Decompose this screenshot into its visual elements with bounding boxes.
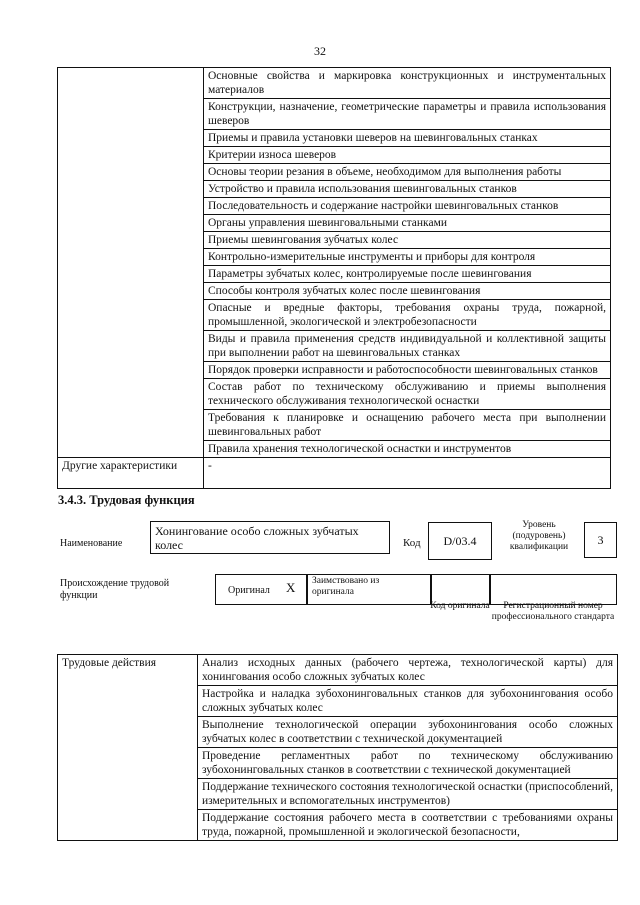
knowledge-item: Конструкции, назначение, геометрические параметры и правила использования шеверов: [204, 99, 611, 130]
knowledge-item: Способы контроля зубчатых колес после шевингования: [204, 283, 611, 300]
knowledge-item: Последовательность и содержание настройки шевинговальных станков: [204, 198, 611, 215]
original-cell: [215, 574, 308, 605]
knowledge-item: Устройство и правила использования шевинговальных станков: [204, 181, 611, 198]
knowledge-item: Параметры зубчатых колес, контролируемые после шевингования: [204, 266, 611, 283]
code-label: Код: [403, 537, 421, 549]
knowledge-item: Приемы шевингования зубчатых колес: [204, 232, 611, 249]
knowledge-item: Критерии износа шеверов: [204, 147, 611, 164]
knowledge-item: Контрольно-измерительные инструменты и приборы для контроля: [204, 249, 611, 266]
other-value: -: [204, 458, 611, 489]
labor-actions-table: [57, 654, 618, 841]
knowledge-item: Основы теории резания в объеме, необходимом для выполнения работы: [204, 164, 611, 181]
code-original-label: Код оригинала: [430, 601, 490, 611]
original-label: Оригинал: [228, 585, 270, 596]
borrowed-cell: [306, 574, 432, 605]
knowledge-item: Опасные и вредные факторы, требования охраны труда, пожарной, промышленной, экологической и электробезопасности: [204, 300, 611, 331]
knowledge-table: [57, 67, 611, 489]
labor-action-item: Настройка и наладка зубохонинговальных станков для зубохонингования особо сложных зубчатых колес: [198, 686, 618, 717]
knowledge-item: Приемы и правила установки шеверов на шевинговальных станках: [204, 130, 611, 147]
code-box: [428, 522, 492, 560]
function-name-box: [150, 521, 390, 554]
level-label: Уровень (подуровень) квалификации: [509, 520, 569, 552]
knowledge-label-cell: [58, 68, 204, 458]
table-row: [58, 68, 611, 99]
function-name-value: Хонингование особо сложных зубчатых колес: [155, 524, 359, 552]
knowledge-item: Органы управления шевинговальными станками: [204, 215, 611, 232]
labor-actions-label: Трудовые действия: [58, 655, 198, 841]
knowledge-item: Основные свойства и маркировка конструкционных и инструментальных материалов: [204, 68, 611, 99]
origin-label: Происхождение трудовой функции: [60, 578, 170, 601]
code-value: D/03.4: [443, 534, 477, 548]
name-label: Наименование: [60, 538, 123, 549]
labor-action-item: Поддержание состояния рабочего места в соответствии с требованиями охраны труда, пожарной, промышленной и экологической безопасности,: [198, 810, 618, 841]
table-row: [58, 458, 611, 489]
labor-action-item: Анализ исходных данных (рабочего чертежа, технологической карты) для хонингования особо сложных зубчатых колес: [198, 655, 618, 686]
section-title: 3.4.3. Трудовая функция: [58, 493, 195, 507]
labor-action-item: Выполнение технологической операции зубохонингования особо сложных зубчатых колес в соответствии с технической документацией: [198, 717, 618, 748]
level-value: 3: [597, 533, 604, 547]
other-label: Другие характеристики: [58, 458, 204, 489]
original-mark: X: [286, 580, 296, 595]
knowledge-item: Правила хранения технологической оснастки и инструментов: [204, 441, 611, 458]
labor-action-item: Поддержание технического состояния технологической оснастки (приспособлений, измерительных и вспомогательных инструментов): [198, 779, 618, 810]
labor-action-item: Проведение регламентных работ по техническому обслуживанию зубохонинговальных станков в соответствии с технической документацией: [198, 748, 618, 779]
level-box: [584, 522, 617, 558]
page-number: 32: [314, 44, 326, 58]
reg-number-label: Регистрационный номер профессионального стандарта: [491, 601, 615, 622]
knowledge-item: Требования к планировке и оснащению рабочего места при выполнении шевинговальных работ: [204, 410, 611, 441]
knowledge-item: Виды и правила применения средств индивидуальной и коллективной защиты при выполнении работ на шевинговальных станках: [204, 331, 611, 362]
knowledge-item: Порядок проверки исправности и работоспособности шевинговальных станков: [204, 362, 611, 379]
borrowed-label: Заимствовано из оригинала: [312, 576, 380, 597]
table-row: [58, 655, 618, 686]
knowledge-item: Состав работ по техническому обслуживанию и приемы выполнения технического обслуживания технологической оснастки: [204, 379, 611, 410]
